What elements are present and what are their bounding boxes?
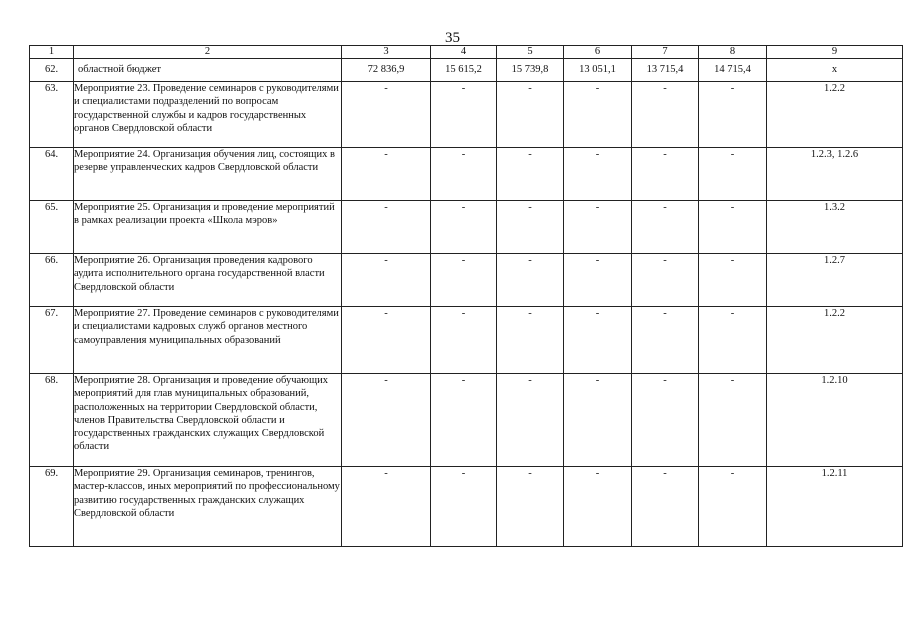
value-col-5: - bbox=[497, 467, 564, 547]
column-number-2: 2 bbox=[74, 46, 342, 59]
row-number: 62. bbox=[30, 59, 74, 82]
value-col-5: - bbox=[497, 254, 564, 307]
value-col-8: - bbox=[699, 374, 767, 467]
value-col-3: - bbox=[342, 254, 431, 307]
column-number-7: 7 bbox=[632, 46, 699, 59]
column-number-row bbox=[30, 46, 903, 59]
value-col-6: - bbox=[564, 307, 632, 374]
column-number-5: 5 bbox=[497, 46, 564, 59]
value-col-3: - bbox=[342, 82, 431, 148]
row-number: 64. bbox=[30, 148, 74, 201]
value-col-7: - bbox=[632, 467, 699, 547]
target-reference: x bbox=[767, 59, 903, 82]
row-number: 69. bbox=[30, 467, 74, 547]
table-row-69 bbox=[30, 467, 903, 547]
value-col-6: - bbox=[564, 254, 632, 307]
value-col-8: - bbox=[699, 82, 767, 148]
value-col-6: - bbox=[564, 374, 632, 467]
value-col-5: - bbox=[497, 201, 564, 254]
row-description: Мероприятие 23. Проведение семинаров с руководителями и специалистами подразделений по вопросам государственной службы и кадров государственных органов Свердловской области bbox=[74, 82, 342, 148]
value-col-5: - bbox=[497, 374, 564, 467]
table-row-64 bbox=[30, 148, 903, 201]
row-number: 67. bbox=[30, 307, 74, 374]
value-col-8: - bbox=[699, 307, 767, 374]
column-number-9: 9 bbox=[767, 46, 903, 59]
value-col-3: - bbox=[342, 148, 431, 201]
column-number-8: 8 bbox=[699, 46, 767, 59]
value-col-5: - bbox=[497, 148, 564, 201]
table-row-65 bbox=[30, 201, 903, 254]
value-col-4: - bbox=[431, 254, 497, 307]
value-col-8: - bbox=[699, 201, 767, 254]
value-col-3: - bbox=[342, 201, 431, 254]
value-col-8: - bbox=[699, 467, 767, 547]
value-col-6: - bbox=[564, 82, 632, 148]
value-col-7: - bbox=[632, 201, 699, 254]
row-description: областной бюджет bbox=[74, 59, 342, 82]
value-col-8: 14 715,4 bbox=[699, 59, 767, 82]
column-number-6: 6 bbox=[564, 46, 632, 59]
value-col-4: - bbox=[431, 148, 497, 201]
value-col-7: - bbox=[632, 374, 699, 467]
value-col-8: - bbox=[699, 148, 767, 201]
value-col-7: - bbox=[632, 254, 699, 307]
row-description: Мероприятие 26. Организация проведения кадрового аудита исполнительного органа государственной власти Свердловской области bbox=[74, 254, 342, 307]
value-col-6: 13 051,1 bbox=[564, 59, 632, 82]
value-col-4: - bbox=[431, 201, 497, 254]
table-row-63 bbox=[30, 82, 903, 148]
value-col-3: - bbox=[342, 374, 431, 467]
value-col-7: - bbox=[632, 82, 699, 148]
value-col-5: - bbox=[497, 307, 564, 374]
target-reference: 1.3.2 bbox=[767, 201, 903, 254]
row-number: 65. bbox=[30, 201, 74, 254]
row-number: 66. bbox=[30, 254, 74, 307]
target-reference: 1.2.2 bbox=[767, 307, 903, 374]
row-description: Мероприятие 28. Организация и проведение обучающих мероприятий для глав муниципальных образований, расположенных на территории Свердловской области, членов Правительства Свердловской области и государственных гражданских служащих Свердловской области bbox=[74, 374, 342, 467]
value-col-6: - bbox=[564, 201, 632, 254]
target-reference: 1.2.7 bbox=[767, 254, 903, 307]
value-col-4: - bbox=[431, 374, 497, 467]
value-col-3: 72 836,9 bbox=[342, 59, 431, 82]
value-col-6: - bbox=[564, 467, 632, 547]
target-reference: 1.2.3, 1.2.6 bbox=[767, 148, 903, 201]
value-col-4: - bbox=[431, 307, 497, 374]
value-col-5: - bbox=[497, 82, 564, 148]
target-reference: 1.2.10 bbox=[767, 374, 903, 467]
table-row-62 bbox=[30, 59, 903, 82]
page-number: 35 bbox=[445, 30, 460, 46]
row-description: Мероприятие 29. Организация семинаров, тренингов, мастер-классов, иных мероприятий по профессиональному развитию государственных гражданских служащих Свердловской области bbox=[74, 467, 342, 547]
row-number: 63. bbox=[30, 82, 74, 148]
value-col-7: - bbox=[632, 148, 699, 201]
target-reference: 1.2.11 bbox=[767, 467, 903, 547]
value-col-3: - bbox=[342, 307, 431, 374]
column-number-3: 3 bbox=[342, 46, 431, 59]
value-col-5: 15 739,8 bbox=[497, 59, 564, 82]
value-col-4: - bbox=[431, 82, 497, 148]
row-number: 68. bbox=[30, 374, 74, 467]
program-table bbox=[29, 45, 903, 547]
row-description: Мероприятие 24. Организация обучения лиц, состоящих в резерве управленческих кадров Свердловской области bbox=[74, 148, 342, 201]
value-col-7: - bbox=[632, 307, 699, 374]
value-col-3: - bbox=[342, 467, 431, 547]
row-description: Мероприятие 27. Проведение семинаров с руководителями и специалистами кадровых служб органов местного самоуправления муниципальных образований bbox=[74, 307, 342, 374]
table-row-66 bbox=[30, 254, 903, 307]
row-description: Мероприятие 25. Организация и проведение мероприятий в рамках реализации проекта «Школа мэров» bbox=[74, 201, 342, 254]
column-number-1: 1 bbox=[30, 46, 74, 59]
table-row-68 bbox=[30, 374, 903, 467]
table-row-67 bbox=[30, 307, 903, 374]
column-number-4: 4 bbox=[431, 46, 497, 59]
value-col-7: 13 715,4 bbox=[632, 59, 699, 82]
value-col-4: 15 615,2 bbox=[431, 59, 497, 82]
value-col-8: - bbox=[699, 254, 767, 307]
value-col-6: - bbox=[564, 148, 632, 201]
value-col-4: - bbox=[431, 467, 497, 547]
target-reference: 1.2.2 bbox=[767, 82, 903, 148]
